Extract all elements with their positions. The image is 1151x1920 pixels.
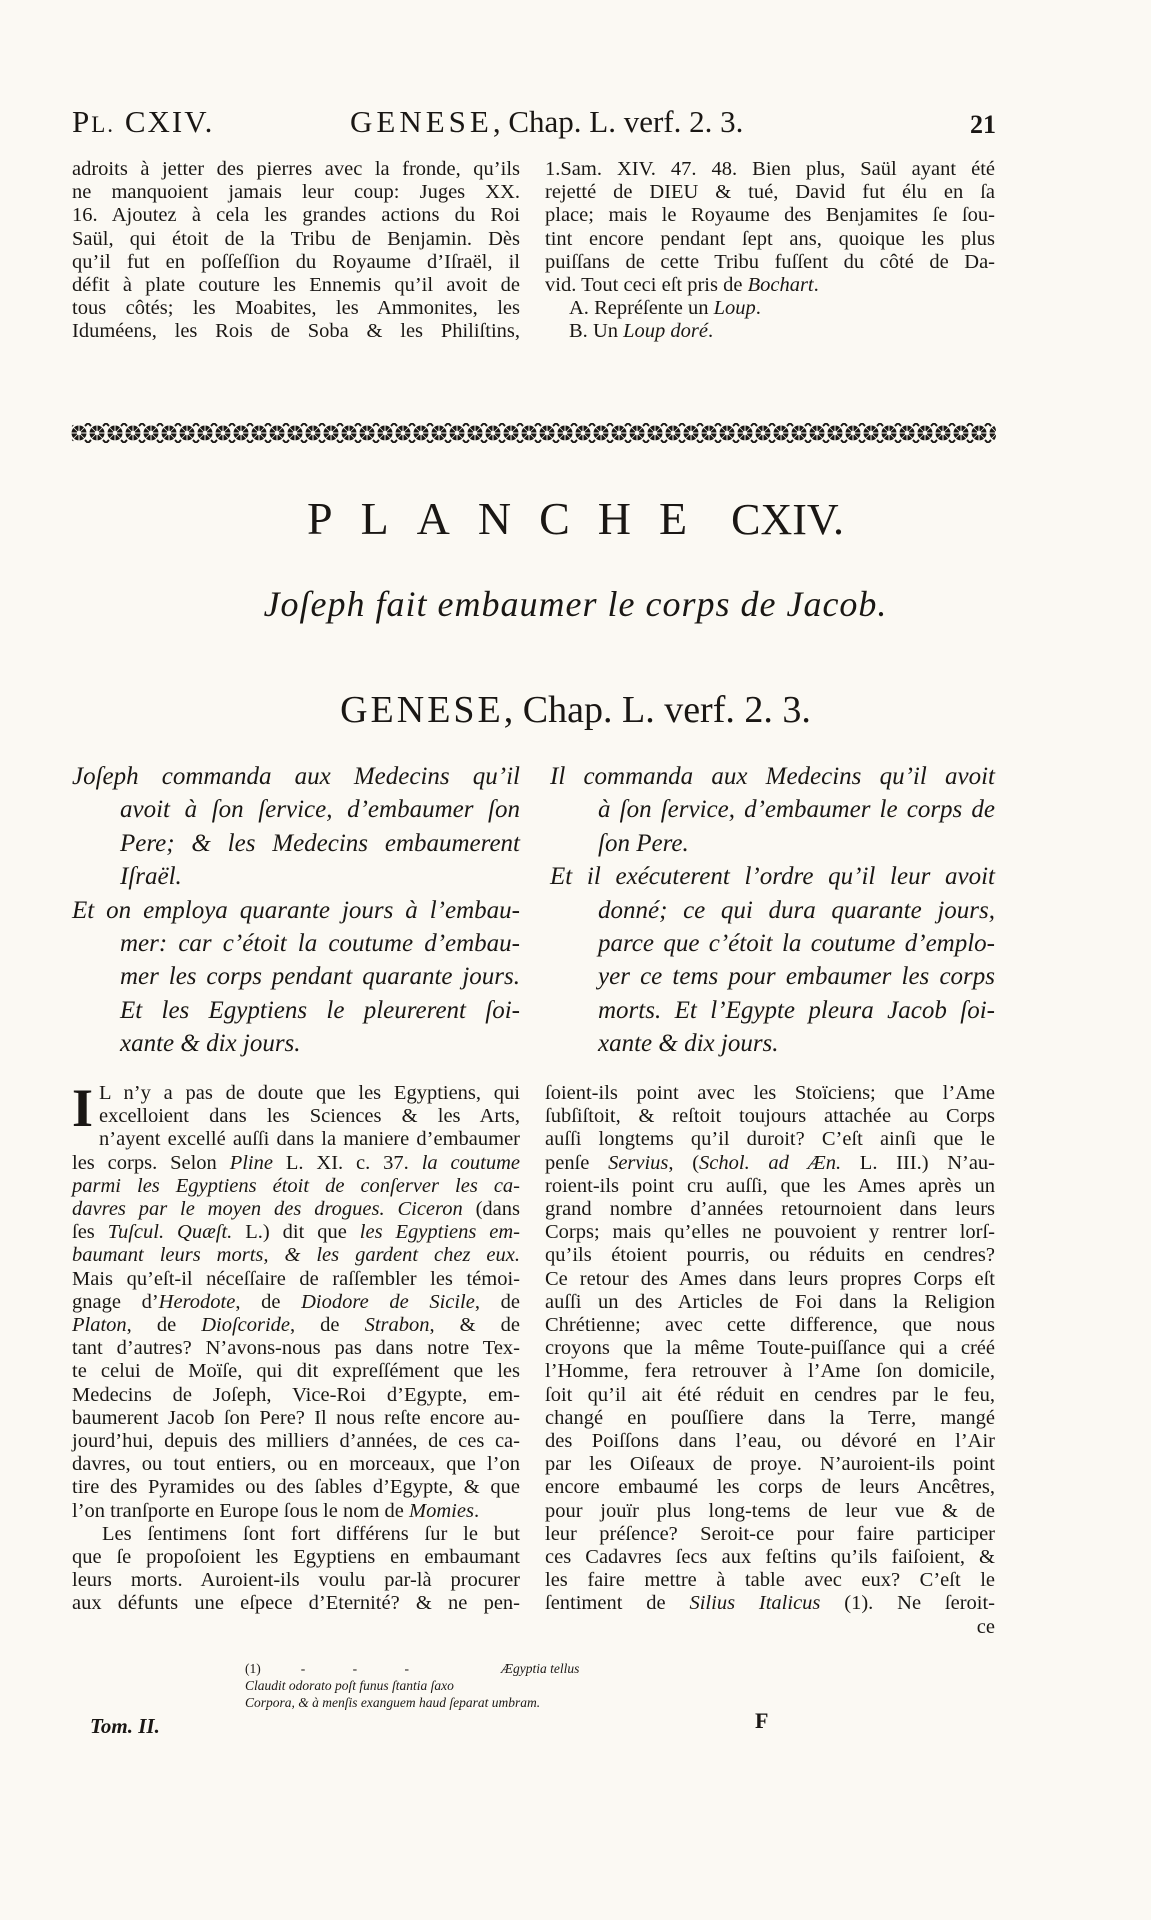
italic-run: Herodote: [158, 1290, 236, 1313]
text-line: [72, 204, 520, 227]
text-line: [72, 1500, 520, 1523]
text-line: [72, 1198, 520, 1221]
text-run: rejetté de DIEU & tué, David fut élu en ſa: [545, 181, 995, 204]
text-run: yer ce tems pour embaumer les corps: [598, 963, 995, 991]
text-run: l’on tranſporte en Europe ſous le nom de: [72, 1499, 410, 1522]
text-line: [72, 960, 520, 993]
text-line: [545, 1407, 995, 1430]
signature-mark: F: [755, 1708, 769, 1733]
text-line: [72, 1337, 520, 1360]
text-run: L. XI. c. 37.: [272, 1151, 422, 1174]
text-line: [545, 1546, 995, 1569]
plate-title-word: PLANCHE: [306, 493, 716, 544]
text-line: [545, 1314, 995, 1337]
text-run: xante & dix jours.: [598, 1030, 779, 1058]
text-run: , (: [668, 1151, 700, 1174]
ornamental-border: [70, 423, 996, 443]
italic-run: Schol. ad Æn.: [699, 1151, 842, 1174]
text-run: , de: [235, 1290, 302, 1313]
text-line: [550, 994, 995, 1027]
text-line: [545, 1291, 995, 1314]
text-run: , & de: [429, 1314, 520, 1337]
text-line: [72, 158, 520, 181]
text-line: [550, 1027, 995, 1060]
text-run: , de: [126, 1314, 202, 1337]
text-line: [545, 1569, 995, 1592]
legend-text: Un: [592, 320, 624, 343]
text-line: [550, 927, 995, 960]
verse-first-line: [550, 860, 995, 893]
text-run: place; mais le Royaume des Benjamites ſe ſou-: [545, 204, 995, 227]
text-run: auſſi un des Articles de Foi dans la Religion: [545, 1290, 995, 1313]
text-line: [72, 1569, 520, 1592]
text-run: , de: [474, 1290, 520, 1313]
citation-author: Bochart: [747, 274, 814, 297]
text-line: [72, 1523, 520, 1546]
text-line: [72, 1244, 520, 1267]
text-run: changé en pouſſiere dans la Terre, mangé: [545, 1406, 995, 1429]
legend-item-b: [545, 320, 995, 343]
text-line: [545, 1198, 995, 1221]
text-run: grand nombre d’années retournoient dans leurs: [545, 1198, 995, 1221]
text-run: Et les Egyptiens le pleurerent ſoi-: [120, 996, 520, 1024]
text-line: [72, 320, 520, 343]
verse-first-line: [72, 760, 520, 793]
text-line: [545, 1592, 995, 1615]
text-line: [72, 1082, 520, 1105]
text-run: encore embaumé les corps de leurs Ancêtres,: [545, 1476, 995, 1499]
italic-run: parmi les Egyptiens étoit de conſerver les ca-: [72, 1174, 520, 1197]
text-run: croyons que la même Toute-puiſſance qui a créé: [545, 1337, 995, 1360]
plate-number: CXIV.: [124, 104, 215, 139]
text-line: [72, 1476, 520, 1499]
italic-run: Tuſcul. Quæſt.: [107, 1221, 233, 1244]
text-run: [385, 1198, 398, 1220]
text-run: Corps; mais qu’elles ne pouvoient y rentrer lorſ-: [545, 1221, 995, 1244]
text-line: [72, 1175, 520, 1198]
commentary-right-column: [545, 1082, 995, 1639]
text-line: [72, 251, 520, 274]
text-line: [545, 274, 995, 297]
text-line: [72, 994, 520, 1027]
footnote-line: Claudit odorato poſt funus ſtantia ſaxo: [245, 1678, 454, 1693]
text-line: [545, 1082, 995, 1105]
text-run: .: [707, 320, 714, 343]
running-head-reference: [350, 104, 743, 140]
text-line: [72, 1291, 520, 1314]
plate-title: [0, 492, 1151, 545]
italic-run: baumant leurs morts, & les gardent chez eux.: [72, 1244, 520, 1267]
page-number: 21: [970, 110, 996, 139]
running-head-plate: [72, 104, 214, 140]
text-run: Il commanda aux Medecins qu’il avoit: [550, 763, 995, 790]
legend-label: B.: [569, 320, 588, 343]
text-line: [545, 1500, 995, 1523]
footnote-number: (1): [245, 1661, 261, 1676]
italic-run: Strabon: [364, 1314, 430, 1337]
text-run: Et il exécuterent l’ordre qu’il leur avoit: [550, 863, 995, 891]
text-run: (dans: [462, 1198, 520, 1221]
legend-italic: Loup doré: [623, 320, 708, 343]
text-run: L.) dit que: [232, 1221, 360, 1244]
volume-label: Tom. II.: [90, 1714, 160, 1738]
running-head-book: GENESE: [350, 104, 493, 139]
text-run: ſon Pere.: [598, 829, 689, 857]
text-run: adroits à jetter des pierres avec la fronde, qu’ils: [72, 158, 520, 180]
text-run: penſe: [545, 1151, 609, 1174]
italic-run: Dioſcoride: [201, 1314, 291, 1337]
text-run: Iduméens, les Rois de Soba & les Philiſtins,: [72, 320, 520, 343]
italic-run: Diodore de Sicile: [301, 1290, 475, 1313]
text-line: [545, 1268, 995, 1291]
text-run: .: [813, 274, 819, 297]
text-line: [72, 860, 520, 893]
text-run: ſoient-ils point avec les Stoïciens; que l’Ame: [545, 1082, 995, 1104]
drop-cap: I: [72, 1078, 94, 1138]
verse-first-line: [72, 894, 520, 927]
text-line: [72, 1152, 520, 1175]
text-line: [72, 1546, 520, 1569]
text-run: davres, ou tout entiers, ou en morceaux, que l’on: [72, 1453, 520, 1476]
legend-italic: Loup: [713, 297, 756, 320]
legend-text: Repréſente un: [594, 297, 714, 320]
text-run: des Poiſſons dans l’eau, ou dévoré en l’Air: [545, 1430, 995, 1453]
italic-run: les Egyptiens em-: [359, 1221, 521, 1244]
text-run: L. III.) N’au-: [841, 1151, 996, 1174]
text-run: jourd’hui, depuis des milliers d’années, de ces ca-: [72, 1430, 520, 1453]
text-line: [545, 228, 995, 251]
text-run: te celui de Moïſe, qui dit expreſſément que les: [72, 1360, 520, 1383]
text-run: (1). Ne ſeroit-: [820, 1592, 995, 1615]
text-line: [545, 1175, 995, 1198]
text-line: [72, 1105, 520, 1128]
text-run: les faire mettre à table avec eux? C’eſt le: [545, 1569, 995, 1592]
text-run: leurs morts. Auroient-ils voulu par-là procurer: [72, 1569, 520, 1592]
verse-first-line: [550, 760, 995, 793]
text-run: gnage d’: [72, 1290, 159, 1313]
text-run: ſes: [72, 1221, 108, 1244]
italic-run: la coutume: [421, 1151, 520, 1174]
legend-label: A.: [569, 297, 589, 320]
text-line: [550, 894, 995, 927]
text-line: [545, 1476, 995, 1499]
text-line: [72, 1128, 520, 1151]
text-run: .: [473, 1499, 480, 1522]
running-head-chapter: , Chap. L. verf. 2. 3.: [492, 104, 744, 139]
text-line: [545, 1244, 995, 1267]
text-run: Pere; & les Medecins embaumerent: [120, 829, 520, 857]
footnote: [245, 1660, 665, 1711]
text-run: leur préſence? Seroit-ce pour faire participer: [545, 1522, 995, 1545]
text-line: [72, 927, 520, 960]
text-line: [545, 1453, 995, 1476]
text-run: .: [755, 297, 761, 320]
text-run: défit à plate couture les Ennemis qu’il avoit de: [72, 274, 520, 297]
legend-item-a: [545, 297, 995, 320]
text-run: tint encore pendant ſept ans, quoique les plus: [545, 227, 995, 250]
text-run: Et on employa quarante jours à l’embau-: [72, 896, 520, 924]
text-line: [545, 1523, 995, 1546]
text-line: [545, 1128, 995, 1151]
scripture-french-column: [550, 760, 995, 1061]
text-line: [545, 181, 995, 204]
text-line: [72, 297, 520, 320]
footnote-line: Corpora, & à menſis exanguem haud ſeparat umbram.: [245, 1695, 541, 1710]
text-run: 16. Ajoutez à cela les grandes actions du Roi: [72, 204, 520, 227]
text-line: [550, 827, 995, 860]
text-run: aux défunts une eſpece d’Eternité? & ne pen-: [72, 1592, 520, 1615]
text-run: l’Homme, fera retrouver à l’Ame ſon domicile,: [545, 1360, 995, 1383]
text-run: puiſſans de cette Tribu fuſſent du côté de Da-: [545, 250, 995, 273]
text-run: mer les corps pendant quarante jours.: [120, 963, 520, 991]
text-run: ſentiment de: [545, 1592, 690, 1615]
scripture-vulgate-column: [72, 760, 520, 1061]
text-run: Mais qu’eſt-il néceſſaire de raſſembler les témoi-: [72, 1267, 520, 1290]
text-run: qu’ils étoient pourris, ou réduits en cendres?: [545, 1244, 995, 1267]
text-run: ces Cadavres ſecs aux feſtins qu’ils faiſoient, &: [545, 1546, 995, 1569]
text-line: [72, 1407, 520, 1430]
text-run: qu’il fut en poſſeſſion du Royaume d’Iſraël, il: [72, 250, 520, 273]
text-run: donné; ce qui dura quarante jours,: [598, 896, 995, 924]
text-run: Joſeph commanda aux Medecins qu’il: [72, 763, 520, 790]
text-run: excelloient dans les Sciences & les Arts,: [99, 1105, 520, 1128]
text-run: ſubſiſtoit, & reſtoit toujours attachée au Corps: [545, 1105, 995, 1128]
text-run: ſoit qu’il ait été réduit en cendres par le feu,: [545, 1383, 995, 1406]
text-line: [72, 228, 520, 251]
text-run: que ſe propoſoient les Egyptiens en embaumant: [72, 1546, 520, 1569]
text-run: morts. Et l’Egypte pleura Jacob ſoi-: [598, 996, 995, 1024]
text-run: Ce retour des Ames dans leurs propres Corps eſt: [545, 1267, 995, 1290]
text-run: , de: [290, 1314, 365, 1337]
commentary-left-column: [72, 1078, 521, 1616]
text-run: les corps. Selon: [72, 1151, 230, 1174]
running-head: [72, 104, 996, 144]
text-run: xante & dix jours.: [120, 1030, 301, 1058]
text-line: [72, 1221, 520, 1244]
text-line: [72, 827, 520, 860]
catchword: ce: [976, 1615, 995, 1638]
plate-subtitle: Joſeph fait embaumer le corps de Jacob.: [263, 584, 888, 624]
footnote-line: [245, 1660, 665, 1677]
italic-run: Servius: [608, 1151, 669, 1174]
text-line: [72, 793, 520, 826]
continued-text-right: [545, 158, 995, 344]
text-line: [545, 1337, 995, 1360]
text-run: L n’y a pas de doute que les Egyptiens, qui: [99, 1082, 520, 1104]
italic-run: Pline: [229, 1151, 273, 1174]
text-run: à ſon ſervice, d’embaumer le corps de: [598, 796, 995, 824]
text-line: [72, 1592, 520, 1615]
text-run: tire des Pyramides ou des ſables d’Egypte, & que: [72, 1476, 520, 1499]
text-line: [72, 181, 520, 204]
text-line: [72, 1360, 520, 1383]
text-line: [72, 1314, 520, 1337]
text-run: Les ſentimens ſont fort différens ſur le but: [102, 1522, 520, 1545]
text-line: [72, 1430, 520, 1453]
text-run: Chrétienne; avec cette difference, que nous: [545, 1314, 995, 1337]
text-line: [72, 1453, 520, 1476]
reference-chapter: , Chap. L. verf. 2. 3.: [503, 689, 811, 731]
scripture-reference: [0, 688, 1151, 732]
text-line: [545, 1152, 995, 1175]
text-line: [550, 960, 995, 993]
text-line: [545, 158, 995, 181]
text-run: tant d’autres? N’avons-nous pas dans notre Tex-: [72, 1337, 520, 1360]
text-run: ne manquoient jamais leur coup: Juges XX.: [72, 181, 520, 204]
text-run: 1.Sam. XIV. 47. 48. Bien plus, Saül ayant été: [545, 158, 995, 180]
text-run: mer: car c’étoit la coutume d’embau-: [120, 930, 520, 958]
text-line: [545, 1360, 995, 1383]
text-line: [545, 1430, 995, 1453]
plate-title-number: CXIV.: [731, 495, 844, 544]
text-run: par les Oiſeaux de proye. N’auroient-ils point: [545, 1453, 995, 1476]
text-line: [545, 1384, 995, 1407]
text-run: auſſi longtems qu’il duroit? C’eſt ainſi que le: [545, 1128, 995, 1151]
text-line: [72, 1384, 520, 1407]
text-line: [545, 1221, 995, 1244]
text-run: n’ayent excellé auſſi dans la maniere d’embaumer: [99, 1128, 520, 1151]
text-line: [72, 274, 520, 297]
text-run: baumerent Jacob ſon Pere? Il nous reſte encore au-: [72, 1406, 520, 1429]
text-run: tous côtés; les Moabites, les Ammonites, les: [72, 297, 520, 320]
text-run: Saül, qui étoit de la Tribu de Benjamin. Dès: [72, 227, 520, 250]
text-line: [545, 204, 995, 227]
text-line: [72, 1268, 520, 1291]
text-run: roient-ils point cru auſſi, que les Ames après un: [545, 1174, 995, 1197]
italic-run: Platon: [72, 1314, 127, 1337]
text-line: [545, 1105, 995, 1128]
text-run: pour jouïr plus long-tems de leur vue & de: [545, 1499, 995, 1522]
continued-text-left: [72, 158, 520, 344]
reference-book: GENESE: [340, 689, 504, 731]
text-run: parce que c’étoit la coutume d’emplo-: [598, 930, 995, 958]
italic-run: Momies: [409, 1499, 474, 1522]
text-line: [72, 1027, 520, 1060]
italic-run: Silius Italicus: [689, 1592, 821, 1615]
plate-prefix-small: L.: [91, 112, 116, 137]
text-run: Medecins de Joſeph, Vice-Roi d’Egypte, em-: [72, 1383, 520, 1406]
footnote-text: Ægyptia tellus: [501, 1661, 580, 1676]
text-run: vid. Tout ceci eſt pris de: [545, 274, 748, 297]
italic-run: davres par le moyen des drogues.: [72, 1198, 385, 1221]
footnote-dashes: - - -: [300, 1661, 431, 1676]
text-line: [545, 251, 995, 274]
text-line: [550, 793, 995, 826]
text-run: avoit à ſon ſervice, d’embaumer ſon: [120, 796, 520, 824]
italic-run: Ciceron: [397, 1198, 463, 1221]
plate-prefix: P: [72, 104, 92, 139]
text-run: Iſraël.: [120, 863, 182, 891]
